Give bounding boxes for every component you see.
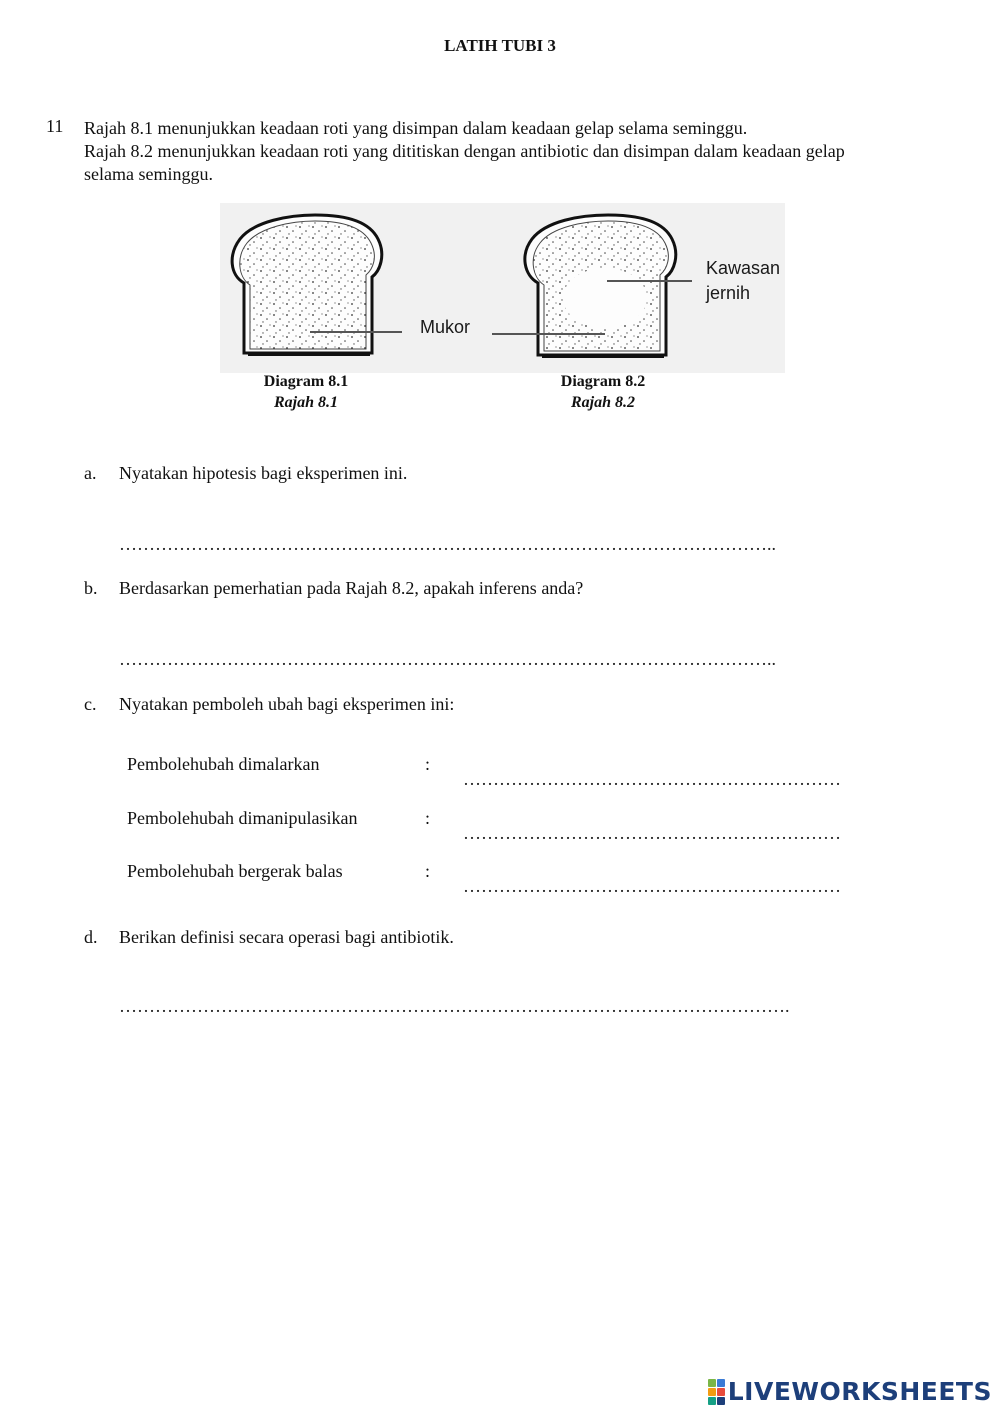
bread-diagram-figure (220, 203, 785, 373)
variable-controlled-answer-line[interactable]: ……………………………………………………… (463, 769, 841, 789)
part-a-question: Nyatakan hipotesis bagi eksperimen ini. (119, 463, 408, 483)
bread-slice-1 (232, 215, 402, 355)
part-c-question: Nyatakan pemboleh ubah bagi eksperimen ini: (119, 694, 455, 714)
intro-line-3: selama seminggu. (84, 164, 213, 184)
variable-responding-label: Pembolehubah bergerak balas (127, 861, 343, 881)
part-d-letter: d. (84, 927, 98, 947)
bread-illustration (220, 203, 785, 373)
part-b-letter: b. (84, 578, 98, 598)
variable-manipulated-colon: : (425, 808, 431, 828)
question-number: 11 (46, 116, 64, 136)
part-b-question: Berdasarkan pemerhatian pada Rajah 8.2, apakah inferens anda? (119, 578, 584, 598)
liveworksheets-watermark (708, 1377, 992, 1406)
liveworksheets-logo-icon (708, 1379, 725, 1405)
diagram-2-caption-ms: Rajah 8.2 (570, 394, 635, 411)
diagram-1-caption-ms: Rajah 8.1 (273, 394, 338, 411)
variable-manipulated-label: Pembolehubah dimanipulasikan (127, 808, 358, 828)
part-a-answer-line[interactable]: ……………………………………………………………………………………………….. (119, 534, 776, 554)
variable-responding-answer-line[interactable]: ……………………………………………………… (463, 876, 841, 896)
page-title: LATIH TUBI 3 (444, 36, 556, 55)
diagram-1-caption: Diagram 8.1 (263, 373, 349, 390)
variable-controlled-label: Pembolehubah dimalarkan (127, 754, 320, 774)
bread-slice-2 (492, 215, 692, 357)
label-jernih: jernih (706, 283, 751, 303)
intro-line-2: Rajah 8.2 menunjukkan keadaan roti yang dititiskan dengan antibiotic dan disimpan dalam keadaan gelap (84, 141, 845, 161)
label-kawasan: Kawasan (706, 258, 781, 278)
label-mukor: Mukor (420, 317, 471, 337)
diagram-2-caption: Diagram 8.2 (560, 373, 646, 390)
variable-manipulated-answer-line[interactable]: ……………………………………………………… (463, 823, 841, 843)
part-d-question: Berikan definisi secara operasi bagi antibiotik. (119, 927, 454, 947)
intro-line-1: Rajah 8.1 menunjukkan keadaan roti yang disimpan dalam keadaan gelap selama seminggu. (84, 118, 748, 138)
variable-responding-colon: : (425, 861, 431, 881)
part-a-letter: a. (84, 463, 97, 483)
liveworksheets-text: LIVEWORKSHEETS (727, 1377, 992, 1406)
part-c-letter: c. (84, 694, 97, 714)
variable-controlled-colon: : (425, 754, 431, 774)
part-b-answer-line[interactable]: ……………………………………………………………………………………………….. (119, 649, 776, 669)
part-d-answer-line[interactable]: …………………………………………………………………………………………………. (119, 996, 790, 1016)
